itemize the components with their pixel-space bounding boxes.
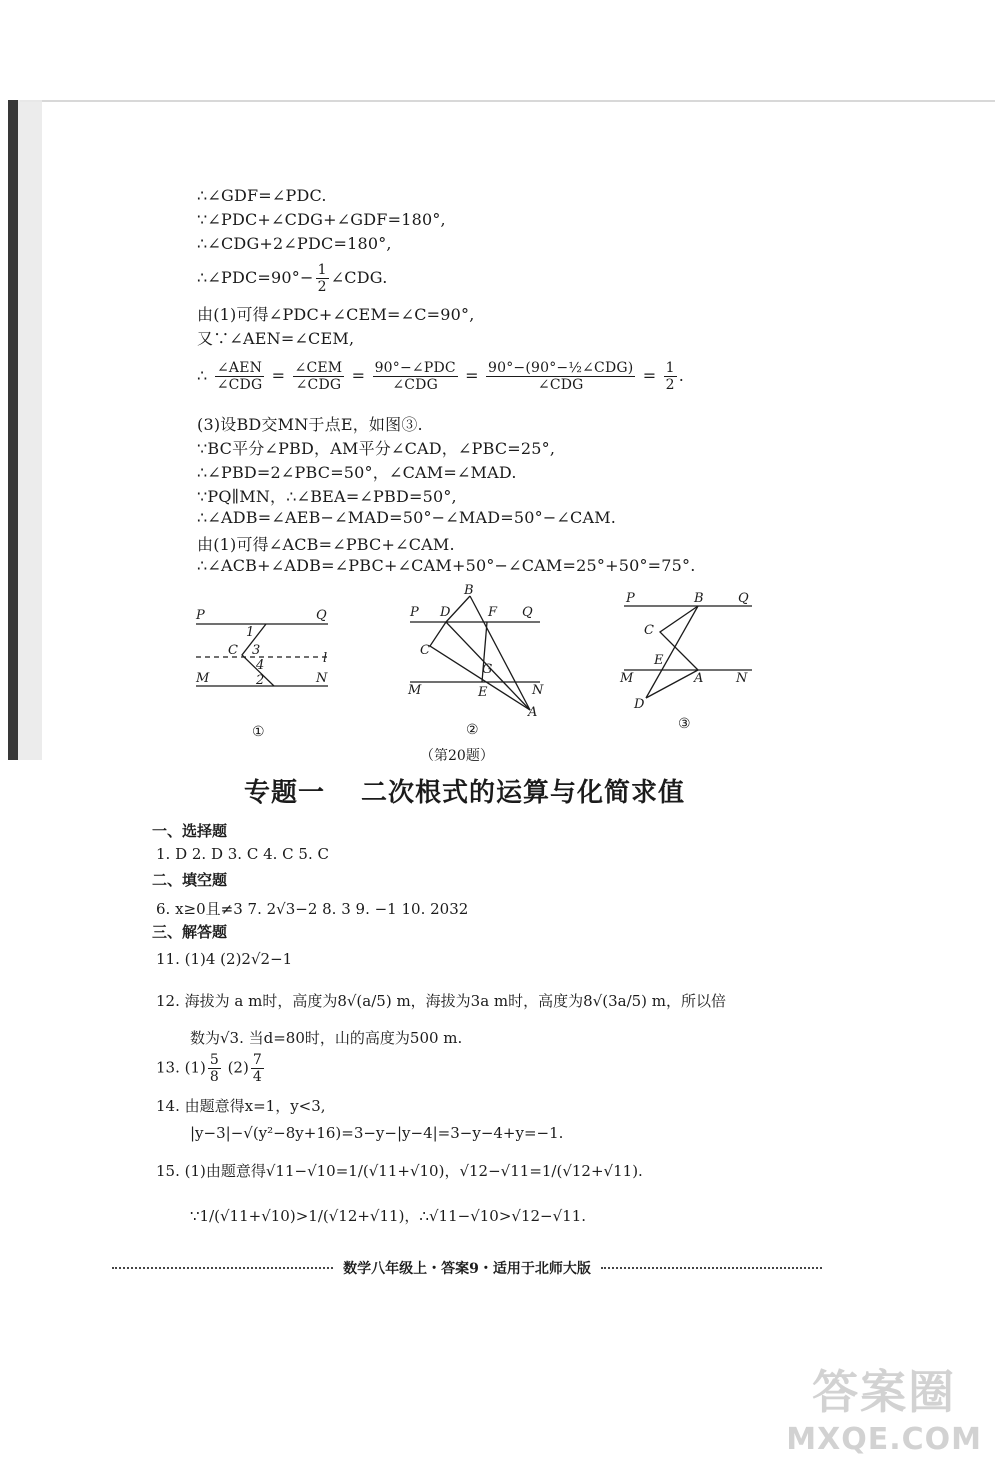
page-footer (112, 1258, 822, 1278)
answer-14-line1: 14. 由题意得x=1，y<3, (156, 1097, 326, 1115)
svg-text:N: N (532, 683, 544, 698)
answers-choice: 1. D 2. D 3. C 4. C 5. C (156, 845, 329, 863)
fraction: $\frac{5}{8}$ (209, 1052, 219, 1085)
section-number: 专题一 (244, 778, 326, 808)
svg-text:G: G (482, 662, 493, 677)
label-l: l (323, 651, 328, 666)
scan-edge (20, 100, 995, 102)
svg-text:B: B (694, 591, 704, 606)
svg-text:C: C (644, 623, 654, 638)
figure-3-label: ③ (678, 716, 691, 732)
proof-line: ∵PQ∥MN，∴∠BEA=∠PBD=50°, (197, 487, 457, 506)
fraction-1: $\frac{\text{∠AEN}}{\text{∠CDG}}$ (216, 360, 263, 393)
label-angle-2: 2 (256, 673, 265, 688)
figure-1-diagram (190, 598, 340, 698)
fraction-2: $\frac{\text{∠CEM}}{\text{∠CDG}}$ (294, 360, 343, 393)
svg-text:P: P (410, 605, 419, 620)
ratio-equation: ∴ $\frac{\text{∠AEN}}{\text{∠CDG}}$ = $\frac{\text{∠CEM}}{\text{∠CDG}}$ = $\frac{\text{90°−∠PDC}}{\text{∠CDG}}$ = $\frac{\text{90°−(90°−½∠CDG)}}{\text{∠CDG}}$ = $\frac{1}{2}$ . (197, 360, 685, 393)
label-n: N (316, 671, 328, 686)
heading-fill: 二、填空题 (152, 871, 228, 889)
answer-11: 11. (1)4 (2)2√2−1 (156, 950, 293, 968)
figure-2-diagram (402, 582, 552, 722)
svg-text:A: A (694, 671, 704, 686)
proof-line: (3)设BD交MN于点E，如图③. (197, 415, 423, 434)
svg-text:P: P (626, 591, 635, 606)
svg-text:D: D (634, 697, 645, 712)
watermark-logo: 答案圈 (812, 1365, 957, 1419)
figure-2-label: ② (466, 722, 479, 738)
svg-text:C: C (420, 643, 430, 658)
figure-caption: （第20题） (420, 748, 494, 764)
svg-text:M: M (620, 671, 634, 686)
answer-13: 13. (1) $\frac{5}{8}$ (2) $\frac{7}{4}$ (156, 1052, 262, 1085)
svg-text:B: B (464, 583, 474, 598)
watermark (786, 1356, 982, 1457)
answer-15-line2: ∵1/(√11+√10)>1/(√12+√11)，∴√11−√10>√12−√11. (190, 1207, 587, 1225)
proof-line: ∴∠CDG+2∠PDC=180°, (197, 234, 392, 253)
label-c: C (228, 643, 238, 658)
proof-line: 由(1)可得∠ACB=∠PBC+∠CAM. (197, 535, 455, 554)
footer-divider-right (601, 1267, 822, 1269)
svg-text:M: M (408, 683, 422, 698)
proof-line: ∵∠PDC+∠CDG+∠GDF=180°, (197, 210, 446, 229)
svg-text:E: E (478, 685, 488, 700)
svg-text:Q: Q (522, 605, 533, 620)
label-q: Q (316, 608, 327, 623)
fraction: $\frac{7}{4}$ (252, 1052, 262, 1085)
footer-text: 数学八年级上・答案9・适用于北师大版 (343, 1261, 591, 1277)
answer-14-line2: |y−3|−√(y²−8y+16)=3−y−|y−4|=3−y−4+y=−1. (190, 1124, 564, 1142)
scan-binding-shadow (8, 100, 42, 760)
figure-1-label: ① (252, 724, 265, 740)
proof-line-pdc (197, 262, 387, 295)
expr-suffix: ∠CDG. (330, 268, 388, 287)
footer-divider-left (112, 1267, 333, 1269)
expr-prefix: ∴∠PDC=90°− (197, 268, 314, 287)
answer-15-line1: 15. (1)由题意得√11−√10=1/(√11+√10)，√12−√11=1/(√12+√11). (156, 1162, 643, 1180)
section-name: 二次根式的运算与化简求值 (361, 778, 686, 808)
svg-text:D: D (440, 605, 451, 620)
svg-text:N: N (736, 671, 748, 686)
proof-line: 又∵∠AEN=∠CEM, (197, 329, 355, 348)
proof-line: 由(1)可得∠PDC+∠CEM=∠C=90°, (197, 305, 475, 324)
svg-text:A: A (528, 705, 538, 720)
fraction-3: $\frac{\text{90°−∠PDC}}{\text{∠CDG}}$ (374, 360, 456, 393)
label-p: P (196, 608, 205, 623)
section-title (244, 772, 685, 809)
figure-3-diagram (616, 586, 761, 716)
label-angle-4: 4 (256, 658, 265, 673)
proof-line: ∵BC平分∠PBD，AM平分∠CAD，∠PBC=25°, (197, 439, 556, 458)
answer-12-line2: 数为√3. 当d=80时，山的高度为500 m. (190, 1029, 463, 1047)
proof-line: ∴∠ADB=∠AEB−∠MAD=50°−∠MAD=50°−∠CAM. (197, 508, 617, 527)
svg-text:F: F (488, 605, 498, 620)
label-angle-1: 1 (246, 625, 255, 640)
answers-fill: 6. x≥0且≠3 7. 2√3−2 8. 3 9. −1 10. 2032 (156, 900, 469, 918)
fraction-5: $\frac{1}{2}$ (665, 360, 675, 393)
label-m: M (196, 671, 210, 686)
heading-choice: 一、选择题 (152, 822, 228, 840)
label-angle-3: 3 (252, 643, 261, 658)
svg-text:Q: Q (738, 591, 749, 606)
answer-12-line1: 12. 海拔为 a m时，高度为8√(a/5) m，海拔为3a m时，高度为8√(3a/5) m，所以倍 (156, 992, 727, 1010)
proof-line: ∴∠PBD=2∠PBC=50°，∠CAM=∠MAD. (197, 463, 517, 482)
fraction-4: $\frac{\text{90°−(90°−½∠CDG)}}{\text{∠CDG}}$ (488, 360, 634, 393)
proof-line: ∴∠ACB+∠ADB=∠PBC+∠CAM+50°−∠CAM=25°+50°=75°. (197, 556, 696, 575)
svg-text:E: E (654, 653, 664, 668)
heading-solve: 三、解答题 (152, 923, 228, 941)
proof-line: ∴∠GDF=∠PDC. (197, 186, 327, 205)
fraction: $\frac{1}{2}$ (317, 262, 327, 295)
watermark-url: MXQE.COM (786, 1422, 982, 1457)
